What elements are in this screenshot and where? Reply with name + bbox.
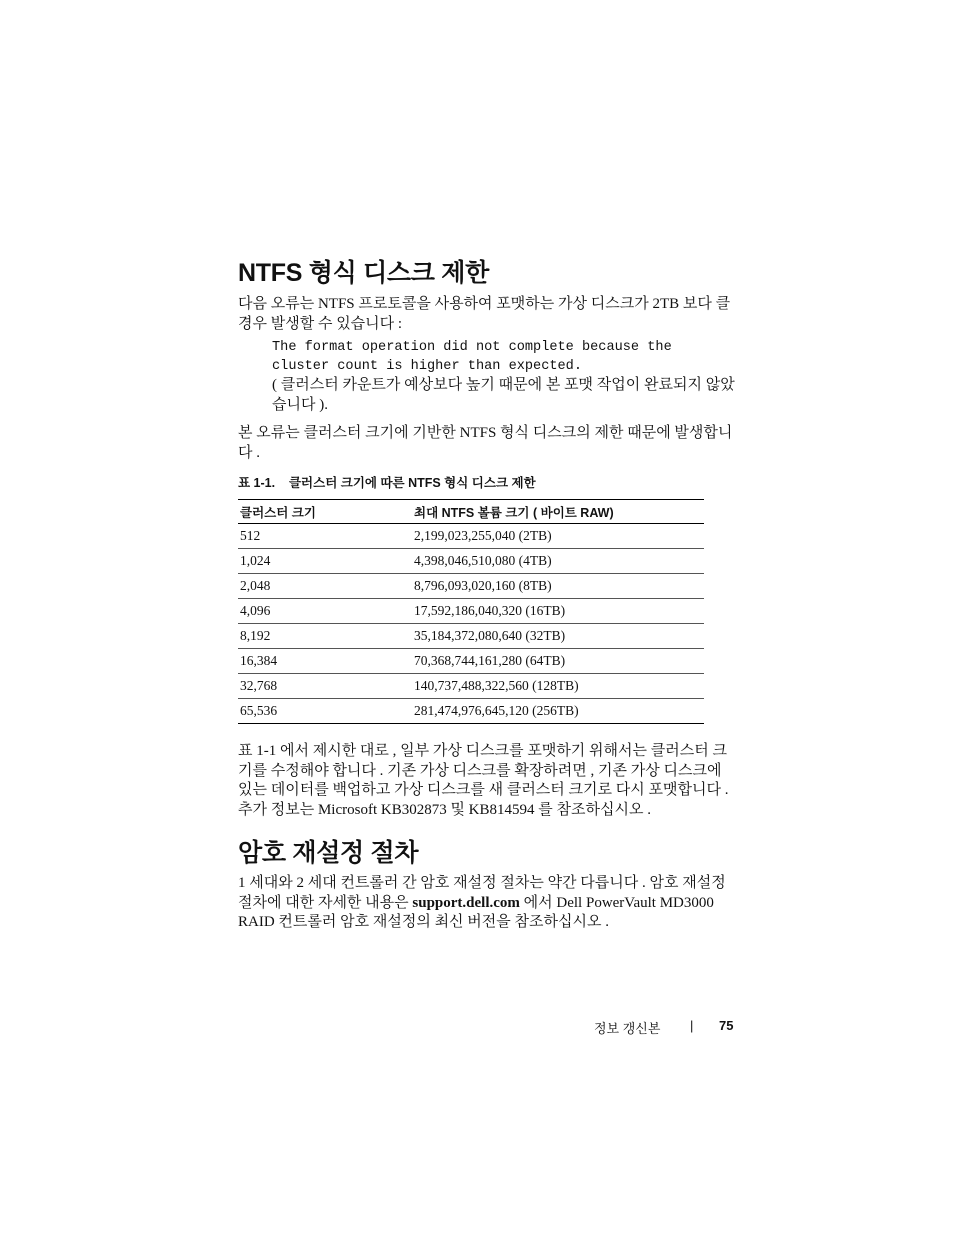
table-row xyxy=(238,524,704,549)
cluster-size-cell: 1,024 xyxy=(238,549,412,574)
max-volume-cell: 35,184,372,080,640 (32TB) xyxy=(412,624,704,649)
max-volume-cell: 17,592,186,040,320 (16TB) xyxy=(412,599,704,624)
table-header-row xyxy=(238,500,704,524)
table-row xyxy=(238,624,704,649)
password-reset-text-after: 에서 Dell PowerVault MD3000 RAID 컨트롤러 암호 재설정의 최신 버전을 참조하십시오 . xyxy=(238,894,714,930)
cluster-size-cell: 8,192 xyxy=(238,624,412,649)
footer-separator: | xyxy=(690,1018,694,1033)
error-translation: ( 클러스터 카운트가 예상보다 높기 때문에 본 포맷 작업이 완료되지 않았습니다 ). xyxy=(272,377,735,413)
support-link[interactable]: support.dell.com xyxy=(412,894,520,911)
error-message-line-2: cluster count is higher than expected. xyxy=(272,359,582,374)
password-reset-paragraph xyxy=(238,874,738,933)
table-caption: 표 1-1. 클러스터 크기에 따른 NTFS 형식 디스크 제한 xyxy=(238,476,536,490)
cluster-size-cell: 512 xyxy=(238,524,412,549)
footer-section-name: 정보 갱신본 xyxy=(594,1021,661,1036)
after-table-paragraph: 표 1-1 에서 제시한 대로 , 일부 가상 디스크를 포맷하기 위해서는 클러스터 크기를 수정해야 합니다 . 기존 가상 디스크를 확장하려면 , 기존 가상 디스크에 있는 데이터를 백업하고 가상 디스크를 새 클러스터 크기로 다시 포맷합니다 . 추가 정보는 Microsoft KB302873 및 KB814594 를 참조하십시오 . xyxy=(238,743,729,818)
table-row xyxy=(238,599,704,624)
cluster-size-cell: 4,096 xyxy=(238,599,412,624)
page-number: 75 xyxy=(719,1018,734,1033)
header-max-volume-size: 최대 NTFS 볼륨 크기 ( 바이트 RAW) xyxy=(412,500,704,524)
table-row xyxy=(238,699,704,724)
ntfs-explanation-paragraph: 본 오류는 클러스터 크기에 기반한 NTFS 형식 디스크의 제한 때문에 발생합니다 . xyxy=(238,425,733,461)
table-row xyxy=(238,549,704,574)
ntfs-limits-table xyxy=(238,499,704,724)
max-volume-cell: 70,368,744,161,280 (64TB) xyxy=(412,649,704,674)
password-reset-text-before: 1 세대와 2 세대 컨트롤러 간 암호 재설정 절차는 약간 다릅니다 . 암호 재설정 절차에 대한 자세한 내용은 xyxy=(238,875,726,911)
max-volume-cell: 4,398,046,510,080 (4TB) xyxy=(412,549,704,574)
max-volume-cell: 140,737,488,322,560 (128TB) xyxy=(412,674,704,699)
header-cluster-size: 클러스터 크기 xyxy=(238,500,412,524)
ntfs-intro-paragraph: 다음 오류는 NTFS 프로토콜을 사용하여 포맷하는 가상 디스크가 2TB 보다 클 경우 발생할 수 있습니다 : xyxy=(238,296,731,332)
error-message-line-1: The format operation did not complete because the xyxy=(272,340,672,355)
cluster-size-cell: 65,536 xyxy=(238,699,412,724)
max-volume-cell: 281,474,976,645,120 (256TB) xyxy=(412,699,704,724)
table-row xyxy=(238,674,704,699)
max-volume-cell: 8,796,093,020,160 (8TB) xyxy=(412,574,704,599)
cluster-size-cell: 2,048 xyxy=(238,574,412,599)
section-title-ntfs: NTFS 형식 디스크 제한 xyxy=(238,259,489,287)
table-row xyxy=(238,574,704,599)
table-row xyxy=(238,649,704,674)
cluster-size-cell: 32,768 xyxy=(238,674,412,699)
section-title-password-reset: 암호 재설정 절차 xyxy=(238,839,419,867)
max-volume-cell: 2,199,023,255,040 (2TB) xyxy=(412,524,704,549)
cluster-size-cell: 16,384 xyxy=(238,649,412,674)
